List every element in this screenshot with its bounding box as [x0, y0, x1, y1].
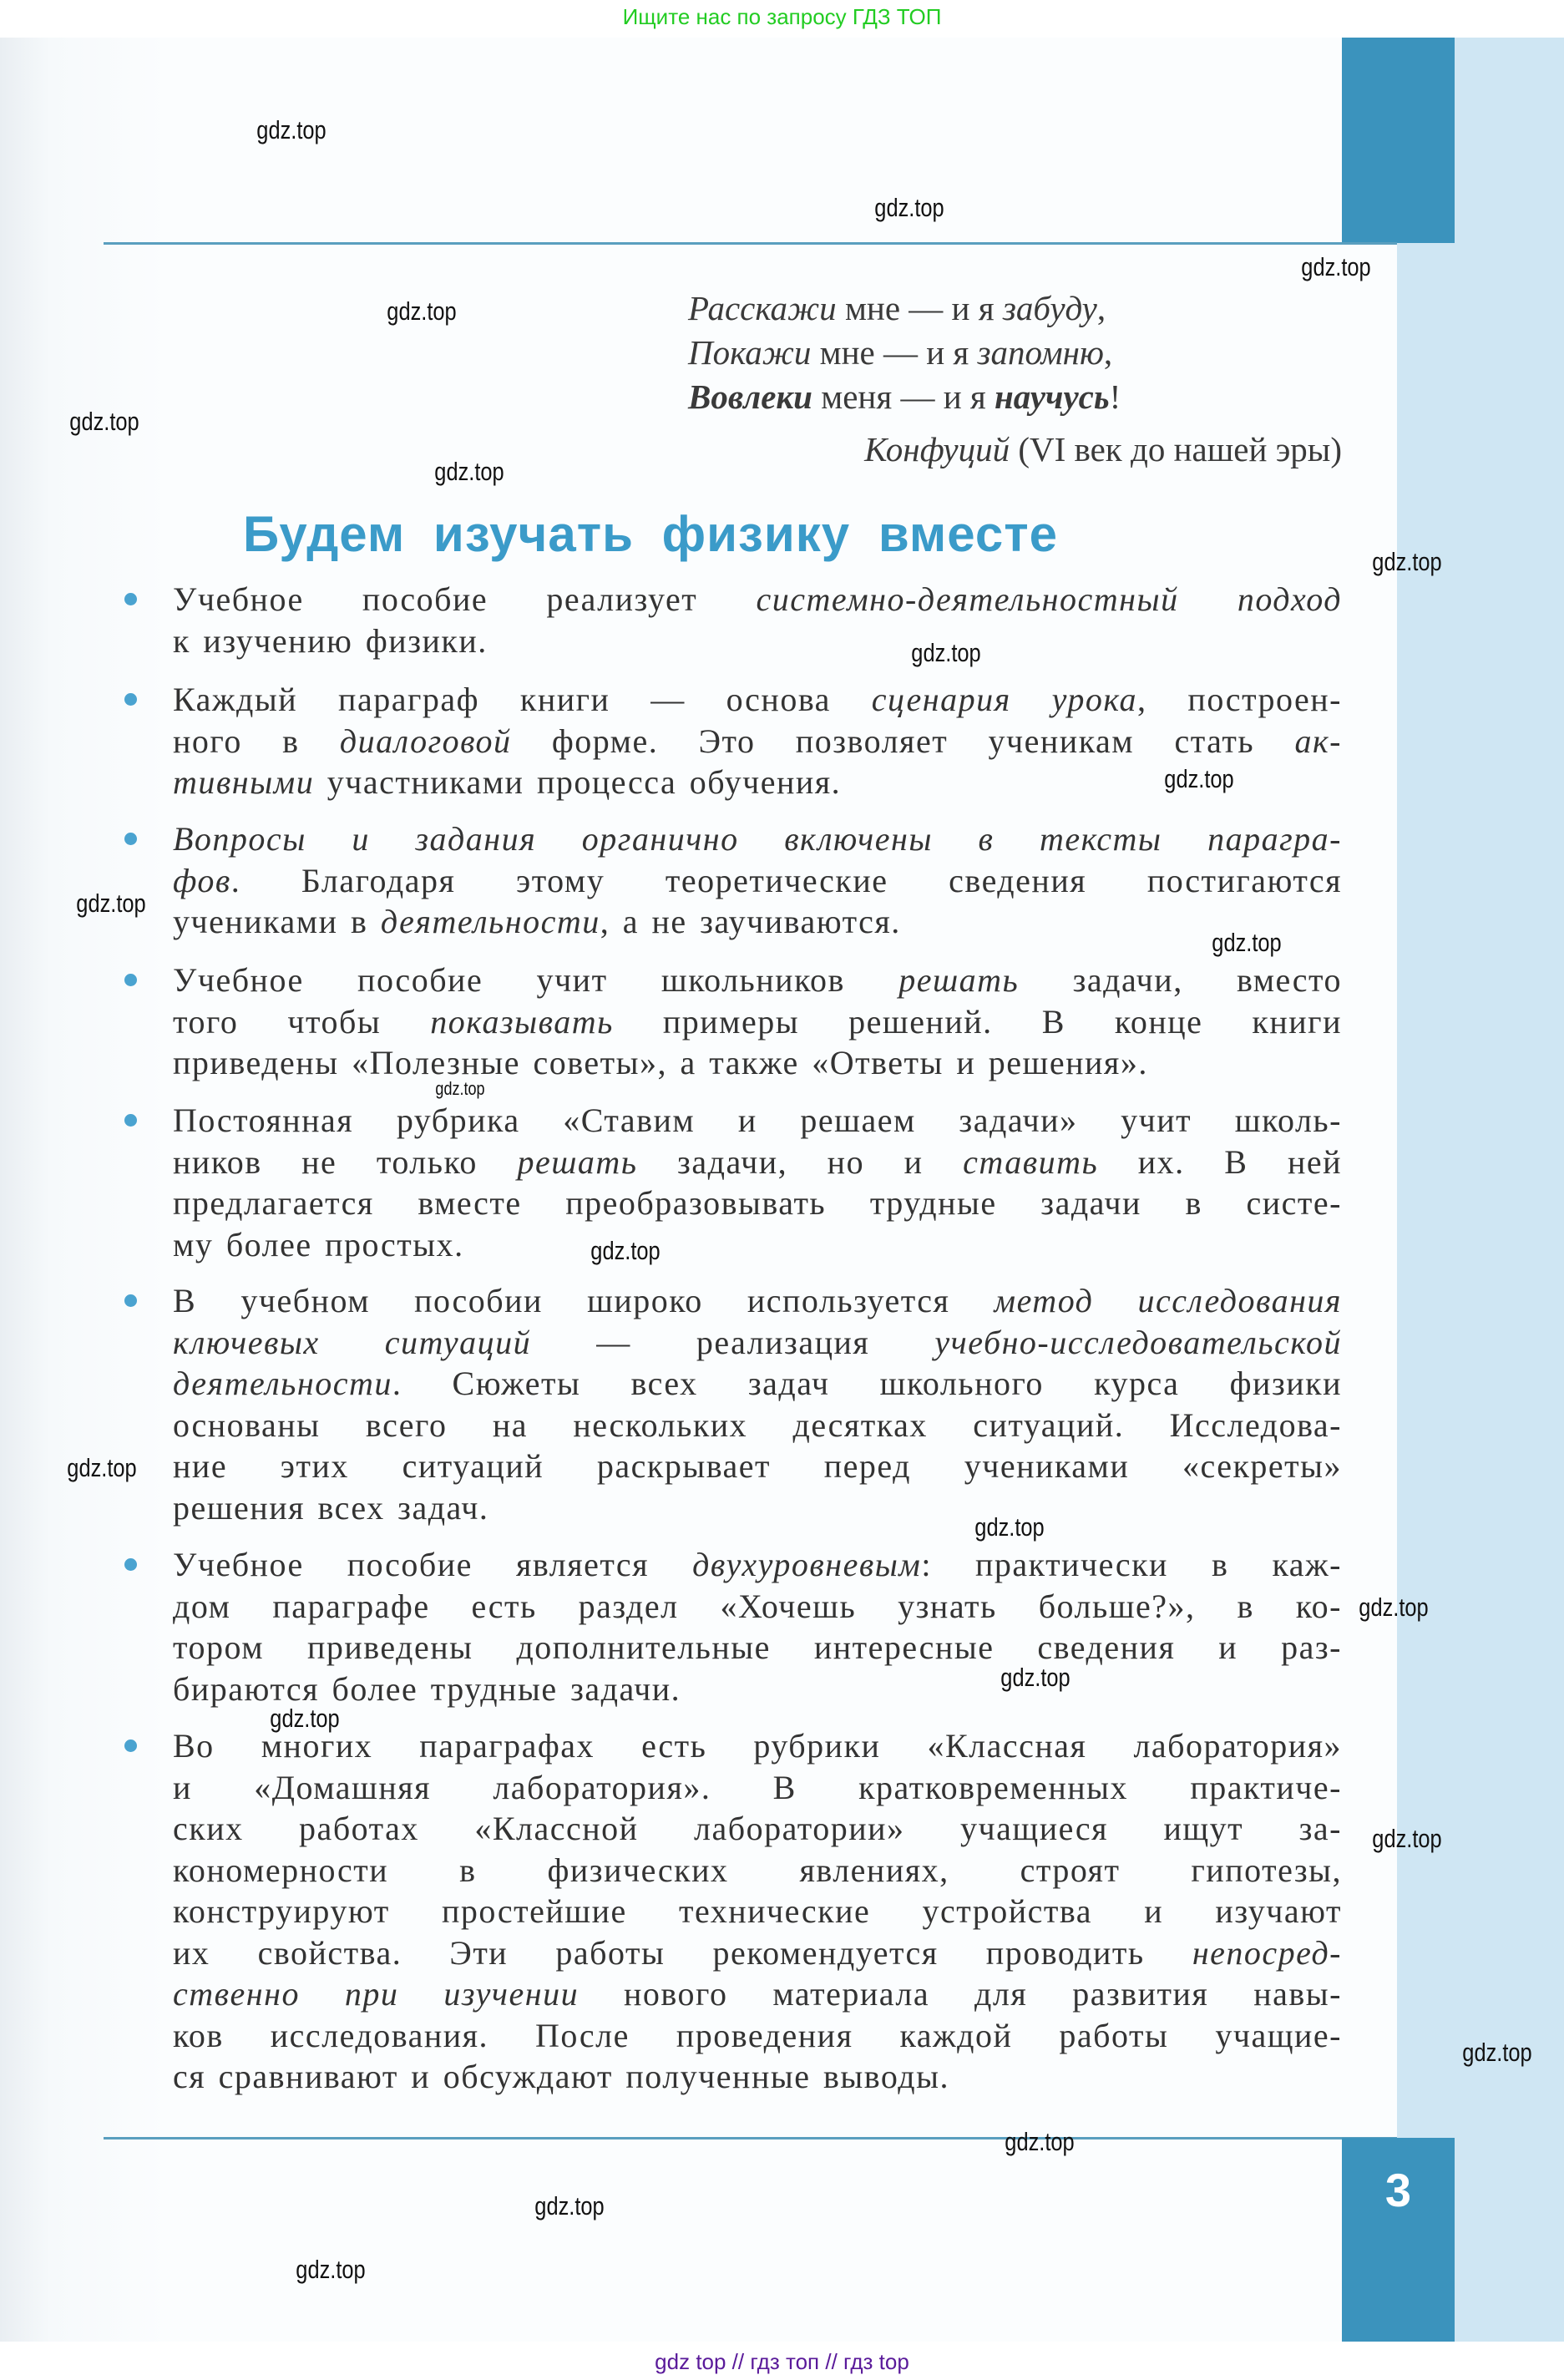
- bullet-icon: [124, 1294, 137, 1307]
- watermark: gdz.top: [1000, 1663, 1071, 1692]
- bullet-icon: [124, 833, 137, 845]
- emphasis-text: учебно-исследовательской: [934, 1323, 1342, 1361]
- emphasis-text: метод исследования: [994, 1282, 1342, 1319]
- bullet-icon: [124, 1558, 137, 1571]
- watermark: gdz.top: [270, 1704, 340, 1733]
- text-line: [173, 1280, 1342, 1322]
- emphasis-text: ставить: [963, 1142, 1099, 1181]
- text-line: [173, 1001, 1342, 1043]
- text-run: участниками процесса обучения.: [314, 763, 842, 801]
- text-run: . Сюжеты всех задач школьного курса физики: [392, 1365, 1342, 1402]
- watermark: gdz.top: [76, 889, 146, 918]
- text-run: !: [1109, 377, 1121, 416]
- text-run: ,: [1096, 289, 1106, 327]
- page-title: Будем изучать физику вместе: [243, 506, 1058, 562]
- emphasis-text: решать: [898, 961, 1020, 999]
- text-run: ков исследования. После проведения каждой работы учащие-: [173, 2016, 1342, 2054]
- text-run: ,: [1103, 333, 1113, 372]
- epigraph-line: [688, 287, 1106, 329]
- emphasis-text: забуду: [1002, 289, 1097, 327]
- text-run: мне — и я: [836, 289, 1003, 327]
- watermark: gdz.top: [1359, 1593, 1429, 1622]
- text-line: [173, 901, 1342, 943]
- text-run: меня — и я: [812, 377, 995, 416]
- emphasis-text: Вопросы и задания органично включены в тексты парагра-: [173, 820, 1342, 858]
- watermark: gdz.top: [67, 1453, 137, 1482]
- text-run: тором приведены дополнительные интересные сведения и раз-: [173, 1628, 1342, 1666]
- text-run: , построен-: [1137, 681, 1342, 718]
- page-number: 3: [1384, 2164, 1412, 2216]
- text-line: [173, 2056, 1342, 2098]
- epigraph-line: [688, 376, 1121, 418]
- text-run: их свойства. Эти работы рекомендуется проводить: [173, 1933, 1192, 1972]
- text-run: Учебное пособие реализует: [173, 580, 757, 618]
- list-item: [173, 1280, 1342, 1528]
- watermark: gdz.top: [387, 296, 457, 326]
- text-line: [173, 1322, 1342, 1364]
- watermark: gdz.top: [1372, 547, 1442, 576]
- text-run: того чтобы: [173, 1002, 431, 1041]
- text-line: [173, 1224, 1342, 1266]
- text-run: . Благодаря этому теоретические сведения постигаются: [230, 861, 1342, 899]
- epigraph-line: [688, 332, 1112, 373]
- watermark: gdz.top: [434, 457, 504, 486]
- text-line: [173, 1100, 1342, 1142]
- watermark: gdz.top: [974, 1512, 1045, 1542]
- text-run: предлагается вместе преобразовывать трудные задачи в систе-: [173, 1184, 1342, 1222]
- text-run: Во многих параграфах есть рубрики «Классная лаборатория»: [173, 1727, 1342, 1765]
- epigraph-author: [864, 428, 1342, 470]
- text-line: [173, 1767, 1342, 1809]
- list-item: [173, 960, 1342, 1084]
- text-line: [173, 1586, 1342, 1628]
- watermark: gdz.top: [69, 407, 139, 436]
- text-run: мне — и я: [811, 333, 978, 372]
- text-line: [173, 1973, 1342, 2015]
- text-run: основаны всего на нескольких десятках ситуаций. Исследова-: [173, 1405, 1342, 1444]
- text-line: [173, 1932, 1342, 1974]
- header-rule: [104, 242, 1397, 245]
- text-run: В учебном пособии широко используется: [173, 1282, 995, 1319]
- bullet-icon: [124, 974, 137, 986]
- text-line: [173, 1725, 1342, 1767]
- text-line: [173, 1850, 1342, 1891]
- list-item: [173, 1725, 1342, 2098]
- text-run: примеры решений. В конце книги: [613, 1002, 1342, 1041]
- text-line: [173, 1669, 1342, 1710]
- text-run: учениками в: [173, 903, 381, 940]
- text-line: [173, 1142, 1342, 1183]
- text-run: Учебное пособие является: [173, 1546, 693, 1583]
- text-line: [173, 1182, 1342, 1224]
- text-run: : практически в каж-: [921, 1546, 1343, 1583]
- text-line: [173, 818, 1342, 860]
- emphasis-text: деятельности: [173, 1365, 392, 1402]
- text-run: , а не заучиваются.: [600, 903, 901, 940]
- emphasis-text: Конфуций: [864, 430, 1010, 468]
- footer-rule: [104, 2137, 1397, 2139]
- text-run: му более простых.: [173, 1225, 464, 1263]
- text-line: [173, 1405, 1342, 1446]
- page-edge-strip: [1455, 38, 1564, 243]
- text-line: [173, 1544, 1342, 1586]
- watermark: gdz.top: [435, 1078, 485, 1099]
- emphasis-text: Расскажи: [688, 289, 837, 327]
- emphasis-text: ак-: [1294, 722, 1342, 760]
- watermark: gdz.top: [1212, 928, 1282, 957]
- bullet-icon: [124, 593, 137, 605]
- emphasis-text: диалоговой: [339, 722, 512, 760]
- text-run: ного в: [173, 722, 340, 760]
- emphasis-text: системно-деятельностный подход: [756, 580, 1342, 618]
- text-run: ся сравнивают и обсуждают полученные выводы.: [173, 2058, 949, 2095]
- emphasis-text: показывать: [430, 1002, 614, 1041]
- text-run: решения всех задач.: [173, 1488, 489, 1527]
- list-item: [173, 1100, 1342, 1265]
- watermark: gdz.top: [296, 2255, 366, 2284]
- text-run: — реализация: [531, 1323, 935, 1361]
- text-run: к изучению физики.: [173, 621, 488, 660]
- text-run: конструируют простейшие технические устройства и изучают: [173, 1892, 1342, 1930]
- list-item: [173, 818, 1342, 943]
- text-run: задачи, вместо: [1019, 961, 1343, 999]
- list-item: [173, 579, 1342, 661]
- watermark: gdz.top: [874, 193, 944, 222]
- text-run: и «Домашняя лаборатория». В кратковременных практиче-: [173, 1768, 1342, 1806]
- text-run: кономерности в физических явлениях, строят гипотезы,: [173, 1851, 1342, 1889]
- emphasis-text: научусь: [995, 377, 1110, 416]
- text-line: [173, 1627, 1342, 1669]
- text-line: [173, 1042, 1342, 1084]
- text-line: [173, 960, 1342, 1001]
- emphasis-text: Вовлеки: [688, 377, 812, 416]
- text-run: Каждый параграф книги — основа: [173, 681, 872, 718]
- footer-banner: gdz top // гдз топ // гдз top: [655, 2349, 909, 2374]
- text-line: [173, 2015, 1342, 2057]
- emphasis-text: непосред-: [1192, 1933, 1342, 1972]
- emphasis-text: тивными: [173, 763, 315, 801]
- search-banner: Ищите нас по запросу ГДЗ ТОП: [622, 4, 942, 29]
- emphasis-text: двухуровневым: [692, 1546, 922, 1583]
- emphasis-text: ключевых ситуаций: [173, 1323, 532, 1361]
- header-accent-bar: [1342, 38, 1455, 243]
- text-run: нового материала для развития навы-: [579, 1975, 1343, 2013]
- text-run: ников не только: [173, 1142, 518, 1181]
- text-run: дом параграфе есть раздел «Хочешь узнать больше?», в ко-: [173, 1587, 1342, 1625]
- bullet-icon: [124, 1739, 137, 1752]
- text-line: [173, 1891, 1342, 1932]
- emphasis-text: деятельности: [380, 903, 600, 940]
- watermark: gdz.top: [1301, 252, 1371, 281]
- text-run: (VI век до нашей эры): [1010, 430, 1342, 468]
- emphasis-text: запомню: [977, 333, 1104, 372]
- watermark: gdz.top: [534, 2191, 605, 2220]
- emphasis-text: Покажи: [688, 333, 812, 372]
- watermark: gdz.top: [1372, 1824, 1442, 1853]
- emphasis-text: ственно при изучении: [173, 1975, 580, 2013]
- text-run: ние этих ситуаций раскрывает перед учениками «секреты»: [173, 1447, 1342, 1485]
- emphasis-text: решать: [517, 1142, 638, 1181]
- text-line: [173, 1487, 1342, 1529]
- text-line: [173, 579, 1342, 620]
- text-run: их. В ней: [1098, 1142, 1343, 1181]
- text-run: бираются более трудные задачи.: [173, 1669, 681, 1708]
- text-line: [173, 1363, 1342, 1405]
- text-run: Учебное пособие учит школьников: [173, 961, 899, 999]
- watermark: gdz.top: [256, 115, 326, 144]
- emphasis-text: сценария урока: [871, 681, 1138, 718]
- text-run: приведены «Полезные советы», а также «Ответы и решения».: [173, 1044, 1148, 1081]
- watermark: gdz.top: [590, 1236, 661, 1265]
- list-item: [173, 1544, 1342, 1709]
- emphasis-text: фов: [173, 861, 231, 899]
- bullet-icon: [124, 1114, 137, 1127]
- text-run: задачи, но и: [637, 1142, 964, 1181]
- text-run: форме. Это позволяет ученикам стать: [511, 722, 1295, 760]
- text-line: [173, 721, 1342, 762]
- text-line: [173, 679, 1342, 721]
- text-run: Постоянная рубрика «Ставим и решаем задачи» учит школь-: [173, 1101, 1342, 1139]
- text-line: [173, 620, 1342, 662]
- watermark: gdz.top: [1164, 764, 1234, 793]
- text-line: [173, 1808, 1342, 1850]
- watermark: gdz.top: [1005, 2127, 1075, 2156]
- watermark: gdz.top: [911, 638, 981, 667]
- watermark: gdz.top: [1462, 2038, 1532, 2067]
- text-line: [173, 860, 1342, 902]
- bullet-icon: [124, 693, 137, 706]
- text-run: ских работах «Классной лаборатории» учащиеся ищут за-: [173, 1810, 1342, 1847]
- text-line: [173, 1446, 1342, 1487]
